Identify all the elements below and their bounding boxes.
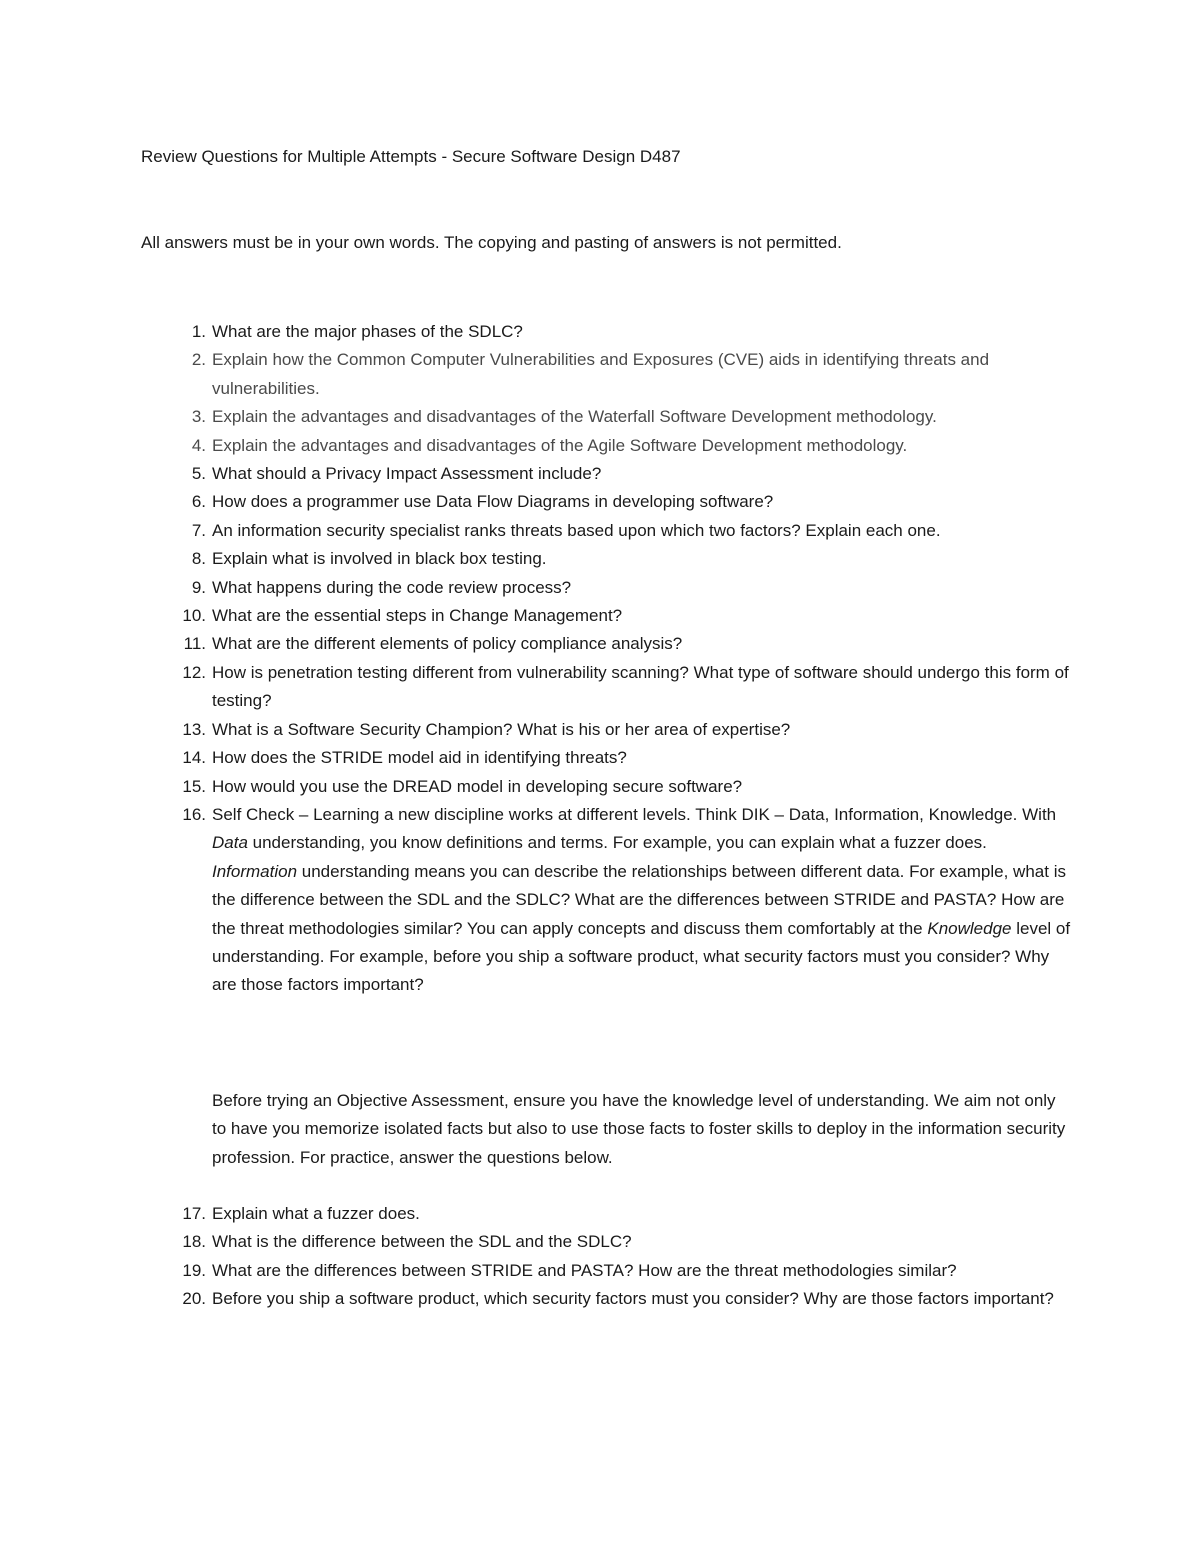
question-text: How would you use the DREAD model in developing secure software? [212, 776, 743, 796]
self-check-emphasis: Knowledge [927, 918, 1012, 938]
question-text: What are the essential steps in Change Management? [212, 606, 623, 626]
list-item [172, 602, 1072, 630]
question-number: 8. [191, 549, 206, 569]
question-text: Explain how the Common Computer Vulnerabilities and Exposures (CVE) aids in identifying threats and vulnerabilities. [212, 350, 990, 398]
question-number: 6. [191, 492, 206, 512]
self-check-part: level of understanding. For example, before you ship a software product, what security factors must you consider? Why are those factors important? [212, 918, 1071, 995]
list-item [172, 517, 1072, 545]
question-number: 11. [183, 634, 206, 654]
list-item [172, 744, 1072, 772]
question-number: 2. [191, 350, 206, 370]
question-list [172, 318, 1072, 1000]
question-number: 4. [191, 435, 206, 455]
question-text: What happens during the code review process? [212, 577, 572, 597]
list-item [172, 1228, 1072, 1256]
question-text: How does the STRIDE model aid in identifying threats? [212, 748, 627, 768]
list-item [172, 1285, 1072, 1313]
question-number: 13. [182, 719, 206, 739]
question-text: Explain the advantages and disadvantages of the Agile Software Development methodology. [212, 435, 908, 455]
self-check-part: understanding, you know definitions and terms. For example, you can explain what a fuzzer does. [247, 833, 987, 853]
question-number: 1. [191, 322, 206, 341]
practice-question-list [172, 1200, 1072, 1314]
list-item [172, 346, 1072, 403]
question-text: Explain the advantages and disadvantages of the Waterfall Software Development methodology. [212, 407, 937, 427]
list-item [172, 432, 1072, 460]
question-text: What is a Software Security Champion? What is his or her area of expertise? [212, 719, 791, 739]
question-number: 14. [182, 748, 206, 768]
question-text: Explain what is involved in black box testing. [212, 549, 547, 569]
self-check-emphasis: Data [212, 833, 248, 853]
self-check-part: Self Check – Learning a new discipline works at different levels. Think DIK – Data, Information, Knowledge. With [212, 804, 1057, 824]
list-item [172, 460, 1072, 488]
list-item [172, 773, 1072, 801]
list-item [172, 403, 1072, 431]
self-check-part: understanding means you can describe the relationships between different data. For example, what is the difference between the SDL and the SDLC? What are the differences between STRIDE and PASTA? How are the threat methodologies similar? You can apply concepts and discuss them comfortably at the [212, 861, 1066, 938]
question-number: 20. [182, 1289, 206, 1309]
list-item [172, 488, 1072, 516]
question-number: 12. [182, 662, 206, 682]
list-item [172, 1257, 1072, 1285]
question-number: 3. [191, 407, 206, 427]
question-number: 7. [191, 520, 206, 540]
question-text: Before you ship a software product, which security factors must you consider? Why are those factors important? [212, 1289, 1054, 1309]
question-number: 15. [182, 776, 206, 796]
self-check-emphasis: Information [212, 861, 298, 881]
question-number: 19. [182, 1260, 206, 1280]
list-item [172, 630, 1072, 658]
question-number: 18. [182, 1232, 206, 1252]
list-item [172, 801, 1072, 1000]
question-number: 16. [182, 804, 206, 824]
question-text: Explain what a fuzzer does. [212, 1204, 420, 1223]
self-check-text [212, 801, 1072, 1000]
question-number: 5. [191, 464, 206, 484]
question-text: What are the different elements of policy compliance analysis? [212, 634, 683, 654]
question-text: What should a Privacy Impact Assessment include? [212, 464, 602, 484]
question-number: 9. [191, 577, 206, 597]
question-text: What are the major phases of the SDLC? [212, 322, 523, 341]
instructions-text: All answers must be in your own words. The copying and pasting of answers is not permitted. [141, 233, 842, 252]
list-item [172, 716, 1072, 744]
question-text: An information security specialist ranks threats based upon which two factors? Explain each one. [212, 520, 941, 540]
question-text: What are the differences between STRIDE and PASTA? How are the threat methodologies similar? [212, 1260, 957, 1280]
question-text: How does a programmer use Data Flow Diagrams in developing software? [212, 492, 774, 512]
question-number: 17. [182, 1204, 206, 1223]
question-text: What is the difference between the SDL and the SDLC? [212, 1232, 632, 1252]
list-item [172, 574, 1072, 602]
document-title: Review Questions for Multiple Attempts - Secure Software Design D487 [141, 147, 681, 166]
assessment-note: Before trying an Objective Assessment, ensure you have the knowledge level of understanding. We aim not only to have you memorize isolated facts but also to use those facts to foster skills to deploy in the information security profession. For practice, answer the questions below. [212, 1091, 1066, 1167]
list-item [172, 545, 1072, 573]
list-item [172, 1200, 1072, 1228]
list-item [172, 318, 1072, 346]
list-item [172, 659, 1072, 716]
question-number: 10. [182, 606, 206, 626]
question-text: How is penetration testing different from vulnerability scanning? What type of software should undergo this form of testing? [212, 662, 1069, 711]
